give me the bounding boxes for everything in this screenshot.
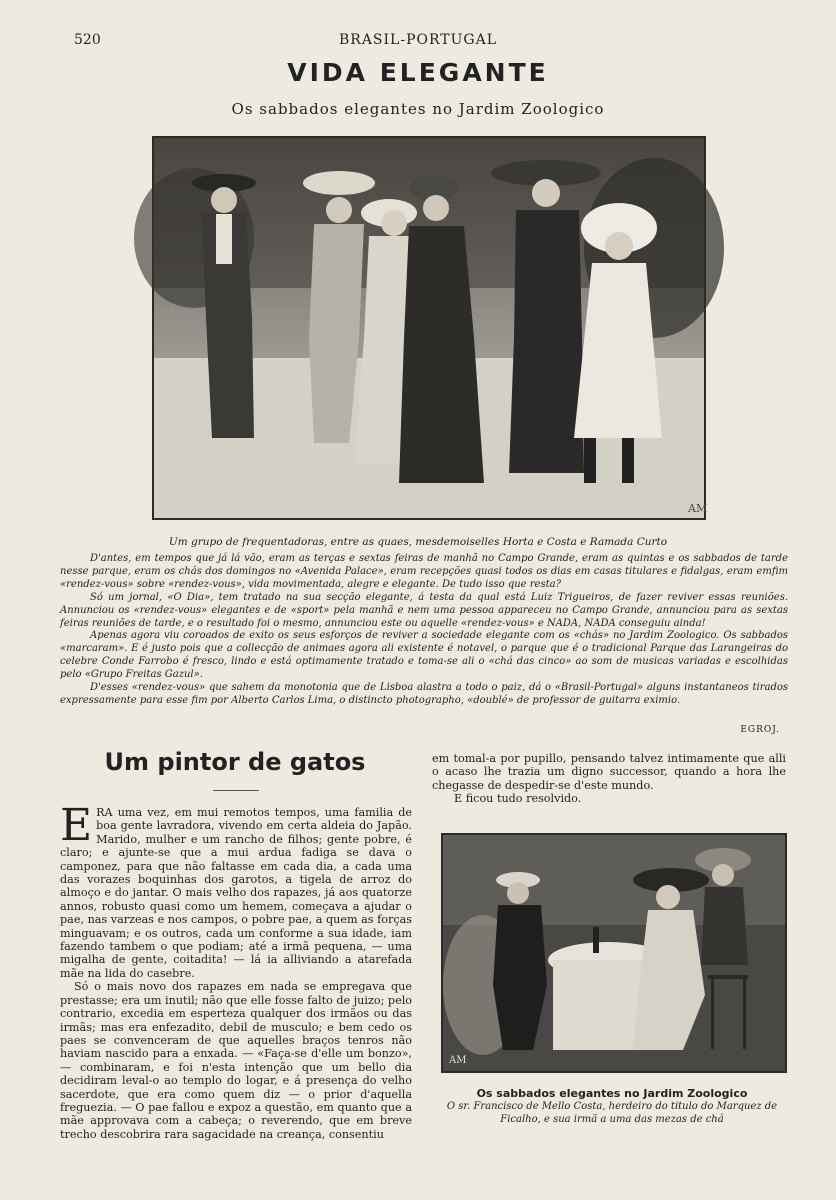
author-signature: EGROJ. — [740, 725, 780, 735]
intro-text — [60, 553, 788, 708]
intro-paragraph: D'esses «rendez-vous» que sahem da monotonia que de Lisboa alastra a todo o paiz, dá o «Brasil-Portugal» alguns instantaneos tirados expressamente para esse fim por Alberto Carlos Lima, o distincto photographo, «doublé» de professor de guitarra eximio. — [60, 682, 788, 706]
article-column-left — [60, 800, 413, 1141]
article-paragraph-text: RA uma vez, em mui remotos tempos, uma familia de boa gente lavradora, vivendo em certa aldeia do Japão. Marido, mulher e um rancho de filhos; gente pobre, é claro; e ajunte-se que a mui ardua fadiga se dava o camponez, para que não faltasse em cada dia, a cada uma das vorazes boquinhas dos garotos, a tigela de arroz do almoço e do jantar. O mais velho dos rapazes, já aos quatorze annos, robusto quasi como um hemem, começava a ajudar o pae, nas varzeas e nos campos, o pobre pae, a quem as forças minguavam; e os outros, cada um conforme a sua idade, iam fazendo tambem o que podiam; até a irmã pequena, — uma migalha de gente, coitadita! — lá ia alliviando a atarefada mãe na lida do casebre. — [60, 806, 412, 980]
photo-tea-table — [441, 833, 787, 1073]
photo-tea-illustration — [443, 835, 785, 1071]
photo-top-monogram: AM — [688, 502, 708, 515]
article-title: Um pintor de gatos — [104, 748, 366, 776]
article-closing-line: E ficou tudo resolvido. — [454, 792, 582, 806]
section-title: VIDA ELEGANTE — [287, 58, 549, 87]
running-head: BRASIL-PORTUGAL — [338, 32, 497, 48]
drop-cap: E — [60, 800, 93, 851]
photo-bottom-caption-text: O sr. Francisco de Mello Costa, herdeiro do titulo do Marquez de Ficalho, e sua irmã a uma das mezas de chá — [446, 1101, 778, 1125]
page-number: 520 — [74, 32, 101, 48]
title-divider — [213, 790, 259, 791]
section-subtitle: Os sabbados elegantes no Jardim Zoologico — [231, 100, 605, 118]
intro-paragraph: D'antes, em tempos que já lá vão, eram as terças e sextas feiras de manhã no Campo Grande, eram as quintas e os sabbados de tarde nesse parque, eram os chás dos domingos no «Avenida Palace», eram recepções quasi todos os dias em casas titulares e fidalgas, eram emfim «rendez-vous» sobre «rendez-vous», vida movimentada, alegre e elegante. De tudo isso que resta? — [60, 553, 788, 590]
intro-paragraph: Só um jornal, «O Dia», tem tratado na sua secção elegante, á testa da qual está Luiz Trigueiros, de fazer reviver essas reuniões. Annunciou os «rendez-vous» elegantes e de «sport» pela manhã e nem uma pessoa appareceu no Campo Grande, annunciou para as sextas feiras reuniões de tarde, e o resultado foi o mesmo, annunciou este ou aquelle «rendez-vous» e NADA, NADA conseguiu ainda! — [60, 591, 788, 629]
article-column-right — [432, 752, 786, 806]
photo-top-caption: Um grupo de frequentadoras, entre as quaes, mesdemoiselles Horta e Costa e Ramada Curto — [168, 536, 668, 548]
article-paragraph: em tomal-a por pupillo, pensando talvez intimamente que alli o acaso lhe trazia um digno successor, quando a hora lhe chegasse de despedir-se d'este mundo. — [432, 752, 786, 792]
photo-bottom-caption-title: Os sabbados elegantes no Jardim Zoologico — [476, 1087, 748, 1100]
article-paragraph — [60, 800, 412, 980]
article-paragraph: Só o mais novo dos rapazes em nada se empregava que prestasse; era um inutil; não que elle fosse falto de juizo; pelo contrario, excedia em esperteza qualquer dos irmãos ou das irmãs; mas era enfezadito, debil de musculo; e bem cedo os paes se convenceram de que aquelles braços tenros não haviam nascido para a enxada. — «Faça-se d'elle um bonzo», — combinaram, e foi n'esta intenção que um bello dia decidiram leval-o ao templo do logar, e á presença do velho sacerdote, que era como quem diz — o prior d'aquella freguezia. — O pae fallou e expoz a questão, em quanto que a mãe approvava com a cabeça; o reverendo, que em breve trecho descobrira rara sagacidade na creança, consentiu — [60, 980, 413, 1141]
intro-paragraph: Apenas agora viu coroados de exito os seus esforços de reviver a sociedade elegante com os «chás» no Jardim Zoologico. Os sabbados «marcaram». E é justo pois que a collecção de animaes agora ali existente é notavel, o parque que é o tradicional Parque das Larangeiras do celebre Conde Farrobo é fresco, lindo e está optimamente tratado e toma-se ali o «chá das cinco» ao som de musicas variadas e escolhidas pelo «Grupo Freitas Gazul». — [60, 630, 788, 681]
photo-bottom-monogram: AM — [449, 1055, 467, 1066]
photo-group-of-ladies — [152, 136, 706, 520]
photo-group-illustration — [154, 138, 708, 518]
